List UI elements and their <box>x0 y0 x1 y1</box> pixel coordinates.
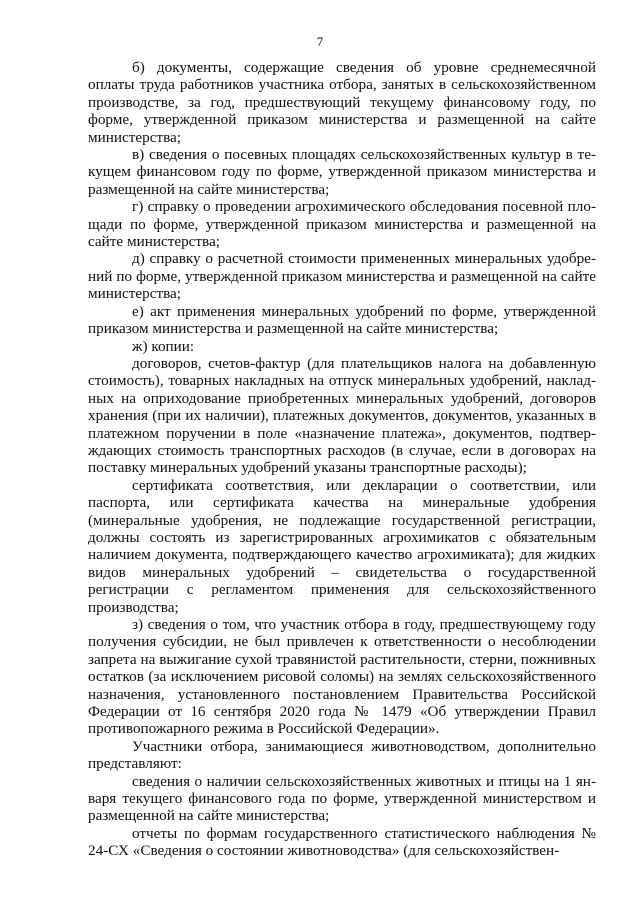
paragraph-v-sown-area: в) сведения о посевных площадях сельскохозяйственных культур в текущем финансовом году по форме, утвержденной приказом министерства и размещенной на сайте министерства; <box>88 146 596 198</box>
paragraph-certificates: сертификата соответствия, или декларации о соответствии, или паспорта, или сертификата качества на минеральные удобрения (минеральные удобрения, не подлежащие государственной регистрации, должны состоять из зарегистрированных агрохимикатов с обязательным наличием документа, подтверждающего качество агрохимиката); для жидких видов минеральных удобрений – свидетельства о государственной регистрации с регламентом применения для сельскохозяйственного производства; <box>88 476 596 616</box>
paragraph-z-burning-ban: з) сведения о том, что участник отбора в году, предшествующему году получения субсидии, не был привлечен к ответственности о несоблюдении запрета на выжигание сухой травянистой растительности, стерни, пожнивных остатков (за исключением рисовой соломы) на землях сельскохозяйственного назначения, установленного постановлением Правительства Российской Федерации от 16 сентября 2020 года № 1479 «Об утверждении Правил противопожарного режима в Российской Федерации». <box>88 616 596 738</box>
paragraph-zh-copies: ж) копии: <box>132 337 195 355</box>
paragraph-b-wage-documents: б) документы, содержащие сведения об уровне среднемесячной оплаты труда работников участника отбора, занятых в сельскохозяйственном производстве, за год, предшествующий текущему финансовому году, по форме, утвержденной приказом министерства и размещенной на сайте министерства; <box>88 59 596 146</box>
paragraph-contracts: договоров, счетов-фактур (для плательщиков налога на добавленную стоимость), товарных накладных на отпуск минеральных удобрений, накладных на оприходование приобретенных минеральных удобрений, договоров хранения (при их наличии), платежных документов, документов, указанных в платежном поручении в поле «назначение платежа», документов, подтверждающих стоимость транспортных расходов (в случае, если в договорах на поставку минеральных удобрений указаны транспортные расходы); <box>88 354 596 477</box>
paragraph-d-fertilizer-cost: д) справку о расчетной стоимости примененных минеральных удобрений по форме, утвержденной приказом министерства и размещенной на сайте министерства; <box>88 250 596 303</box>
paragraph-e-fertilizer-act: е) акт применения минеральных удобрений по форме, утвержденной приказом министерства и размещенной на сайте министерства; <box>88 302 596 338</box>
page-number: 7 <box>316 34 324 49</box>
paragraph-statistical-reports: отчеты по формам государственного статистического наблюдения № 24-СХ «Сведения о состоянии животноводства» (для сельскохозяйствен- <box>88 824 596 860</box>
document-body <box>88 59 596 860</box>
paragraph-livestock-participants: Участники отбора, занимающиеся животноводством, дополнительно представляют: <box>88 737 596 773</box>
paragraph-g-agrochemical-survey: г) справку о проведении агрохимического обследования посевной площади по форме, утвержденной приказом министерства и размещенной на сайте министерства; <box>88 198 596 251</box>
paragraph-livestock-info: сведения о наличии сельскохозяйственных животных и птицы на 1 января текущего финансового года по форме, утвержденной министерством и размещенной на сайте министерства; <box>88 772 596 825</box>
